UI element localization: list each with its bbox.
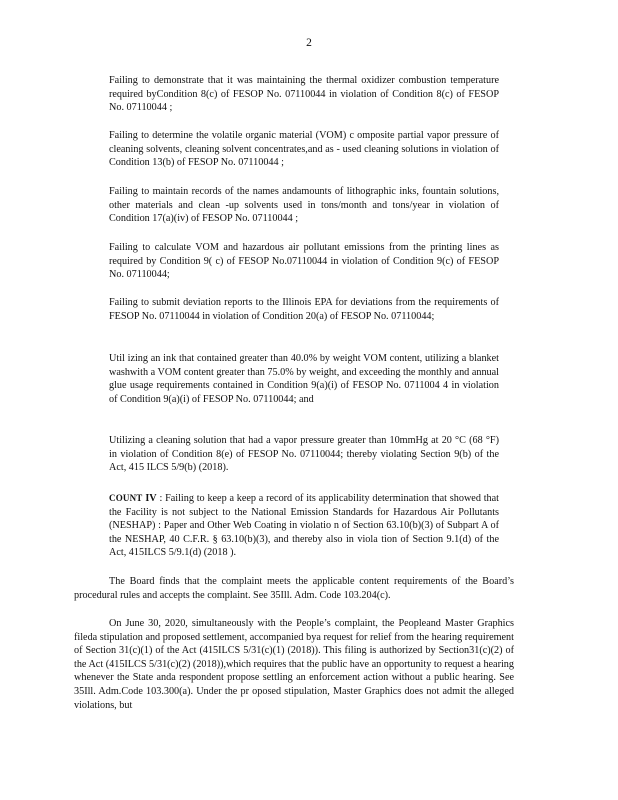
allegation-deviation-reports: Failing to submit deviation reports to the Illinois EPA for deviations from the requirements of FESOP No. 07110044 in violation of Condition 20(a) of FESOP No. 07110044; [109, 297, 499, 322]
allegation-cleaning-solution: Utilizing a cleaning solution that had a vapor pressure greater than 10mmHg at 20 °C (68 °F) in violation of Condition 8(e) of FESOP No. 07110044; thereby violating Section 9(b) of the Act, 415 ILCS 5/9(b) (2018). [109, 435, 499, 474]
count-iv-text: : Failing to keep a keep a record of its applicability determination that showed that the Facility is not subject to the National Emission Standards for Hazardous Air Pollutants (NESHAP) : Paper and Other Web Coating in violatio n of Section 63.10(b)(3) of Subpart A of the NESHAP, 40 C.F.R. § 63.10(b)(3), and thereby also in viola tion of Section 9.1(d) of the Act, 415ILCS 5/9.1(d) (2018 ). [109, 493, 499, 559]
board-findings-paragraph [74, 575, 514, 602]
page-number: 2 [306, 37, 312, 49]
count-number: IV [145, 493, 157, 504]
allegation-maintain-combustion-temperature: Failing to demonstrate that it was maintaining the thermal oxidizer combustion temperature required byCondition 8(c) of FESOP No. 07110044 in violation of Condition 8(c) of FESOP No. 07110044 ; [109, 75, 499, 114]
stipulation-text: On June 30, 2020, simultaneously with the People’s complaint, the Peopleand Master Graphics fileda stipulation and proposed settlement, accompanied bya request for relief from the hearing requirement of Section 31(c)(1) of the Act (415ILCS 5/31(c)(1) (2018)). This filing is authorized by Section31(c)(2) of the Act (415ILCS 5/31(c)(2) (2018)),which requires that the public have an opportunity to request a hearing whenever the State anda respondent propose settling an enforcement action without a public hearing. See 35Ill. Adm.Code 103.300(a). Under the pr oposed stipulation, Master Graphics does not admit the alleged violations, but [74, 618, 514, 711]
stipulation-paragraph [74, 617, 514, 712]
allegation-vom-vapor-pressure: Failing to determine the volatile organic material (VOM) c omposite partial vapor pressure of cleaning solvents, cleaning solvent concentrates,and as - used cleaning solutions in violation of Condition 13(b) of FESOP No. 07110044 ; [109, 130, 499, 169]
allegation-vom-content: Util izing an ink that contained greater than 40.0% by weight VOM content, utilizing a blanket washwith a VOM content greater than 75.0% by weight, and exceeding the monthly and annual glue usage requirements contained in Condition 9(a)(i) of FESOP No. 0711004 4 in violation of Condition 9(a)(i) of FESOP No. 07110044; and [109, 353, 499, 405]
count-label: COUNT [109, 493, 143, 503]
board-findings-text: The Board finds that the complaint meets the applicable content requirements of the Board’s procedural rules and accepts the complaint. See 35Ill. Adm. Code 103.204(c). [74, 576, 514, 601]
allegation-maintain-records: Failing to maintain records of the names andamounts of lithographic inks, fountain solutions, other materials and clean -up solvents used in tons/month and tons/year in violation of Condition 17(a)(iv) of FESOP No. 07110044 ; [109, 186, 499, 225]
count-iv-paragraph [109, 492, 499, 560]
allegation-calculate-emissions: Failing to calculate VOM and hazardous air pollutant emissions from the printing lines as required by Condition 9( c) of FESOP No.07110044 in violation of Condition 9(c) of FESOP No. 07110044; [109, 242, 499, 281]
